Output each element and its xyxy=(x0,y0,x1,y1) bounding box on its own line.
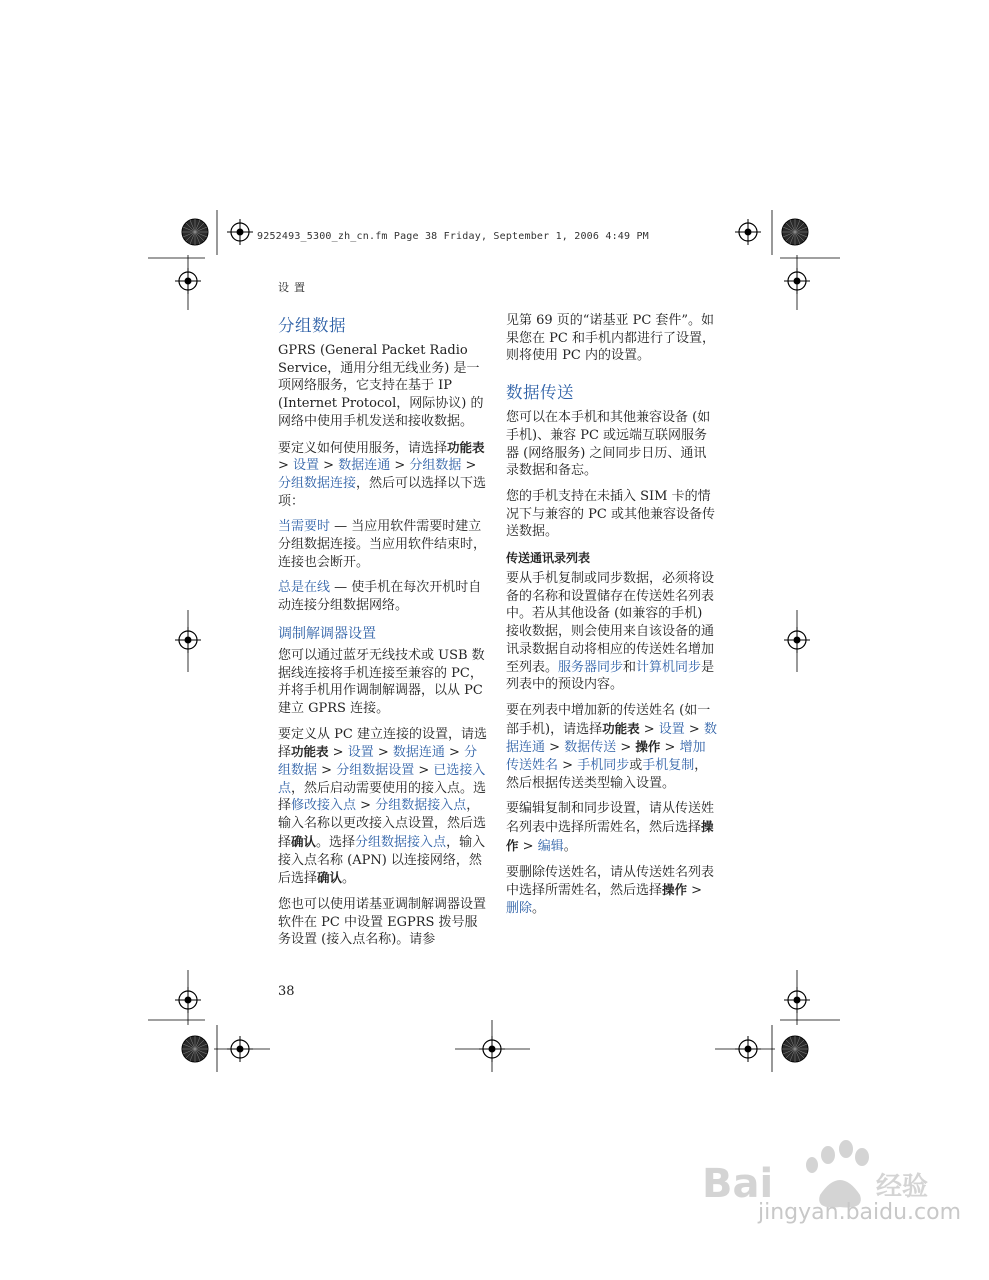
paragraph-edit-name: 要编辑复制和同步设置，请从传送姓名列表中选择所需姓名，然后选择操作 > 编辑。 xyxy=(506,801,715,854)
baidu-watermark-logo xyxy=(700,1125,950,1255)
paragraph-transfer-intro: 您可以在本手机和其他兼容设备 (如手机)、兼容 PC 或远端互联网服务器 (网络服务) 之间同步日历、通讯录数据和备忘。 xyxy=(506,410,711,479)
heading-transfer-list: 传送通讯录列表 xyxy=(506,551,591,566)
paragraph-modem-path: 要定义从 PC 建立连接的设置，请选择功能表 > 设置 > 数据连通 > 分组数据 > 分组数据设置 > 已选接入点，然后启动需要使用的接入点。选择修改接入点 > 分组数据接入点，输入名称以更改接入点设置，然后选择确认。选择分组数据接入点，输入接入点名称 (APN) 以连接网络，然后选择确认。 xyxy=(278,726,487,887)
paragraph-add-name: 要在列表中增加新的传送姓名 (如一部手机)，请选择功能表 > 设置 > 数据连通 > 数据传送 > 操作 > 增加传送姓名 > 手机同步或手机复制，然后根据传送类型输入设置。 xyxy=(506,702,717,791)
paragraph-delete-name: 要删除传送姓名，请从传送姓名列表中选择所需姓名，然后选择操作 > 删除。 xyxy=(506,864,715,916)
page-number: 38 xyxy=(278,984,295,999)
watermark-url: jingyan.baidu.com xyxy=(758,1200,962,1225)
left-column xyxy=(278,312,488,957)
heading-modem-settings: 调制解调器设置 xyxy=(278,625,376,642)
svg-text:经验: 经验 xyxy=(876,1172,929,1202)
paragraph-sim-note: 您的手机支持在未插入 SIM 卡的情况下与兼容的 PC 或其他兼容设备传送数据。 xyxy=(506,488,715,540)
file-info-line: 9252493_5300_zh_cn.fm Page 38 Friday, September 1, 2006 4:49 PM xyxy=(257,231,649,242)
option-always-online: 总是在线 — 使手机在每次开机时自动连接分组数据网络。 xyxy=(278,580,482,614)
paragraph-transfer-list: 要从手机复制或同步数据，必须将设备的名称和设置储存在传送姓名列表中。若从其他设备 (如兼容的手机) 接收数据，则会使用来自该设备的通讯录数据自动将相应的传送姓名增加至列表。服务器同步和计算机同步是列表中的预设内容。 xyxy=(506,571,715,693)
paragraph-gprs-intro: GPRS (General Packet Radio Service，通用分组无线业务) 是一项网络服务，它支持在基于 IP (Internet Protocol，网际协议) 的网络中使用手机发送和接收数据。 xyxy=(278,343,484,429)
heading-data-transfer: 数据传送 xyxy=(506,383,574,403)
paragraph-gprs-path: 要定义如何使用服务，请选择功能表 > 设置 > 数据连通 > 分组数据 > 分组数据连接，然后可以选择以下选项： xyxy=(278,439,487,509)
heading-packet-data: 分组数据 xyxy=(278,316,346,335)
paragraph-modem-intro: 您可以通过蓝牙无线技术或 USB 数据线连接将手机连接至兼容的 PC，并将手机用作调制解调器，以从 PC 建立 GPRS 连接。 xyxy=(278,647,485,716)
right-column xyxy=(506,312,718,926)
paragraph-pc-suite: 见第 69 页的“诺基亚 PC 套件”。如果您在 PC 和手机内都进行了设置，则将使用 PC 内的设置。 xyxy=(506,313,715,364)
section-label: 设置 xyxy=(278,281,310,294)
paragraph-modem-software: 您也可以使用诺基亚调制解调器设置软件在 PC 中设置 EGPRS 拨号服务设置 (接入点名称)。请参 xyxy=(278,896,487,948)
option-when-needed: 当需要时 — 当应用软件需要时建立分组数据连接。当应用软件结束时，连接也会断开。 xyxy=(278,519,487,570)
svg-text:Bai: Bai xyxy=(702,1161,774,1207)
